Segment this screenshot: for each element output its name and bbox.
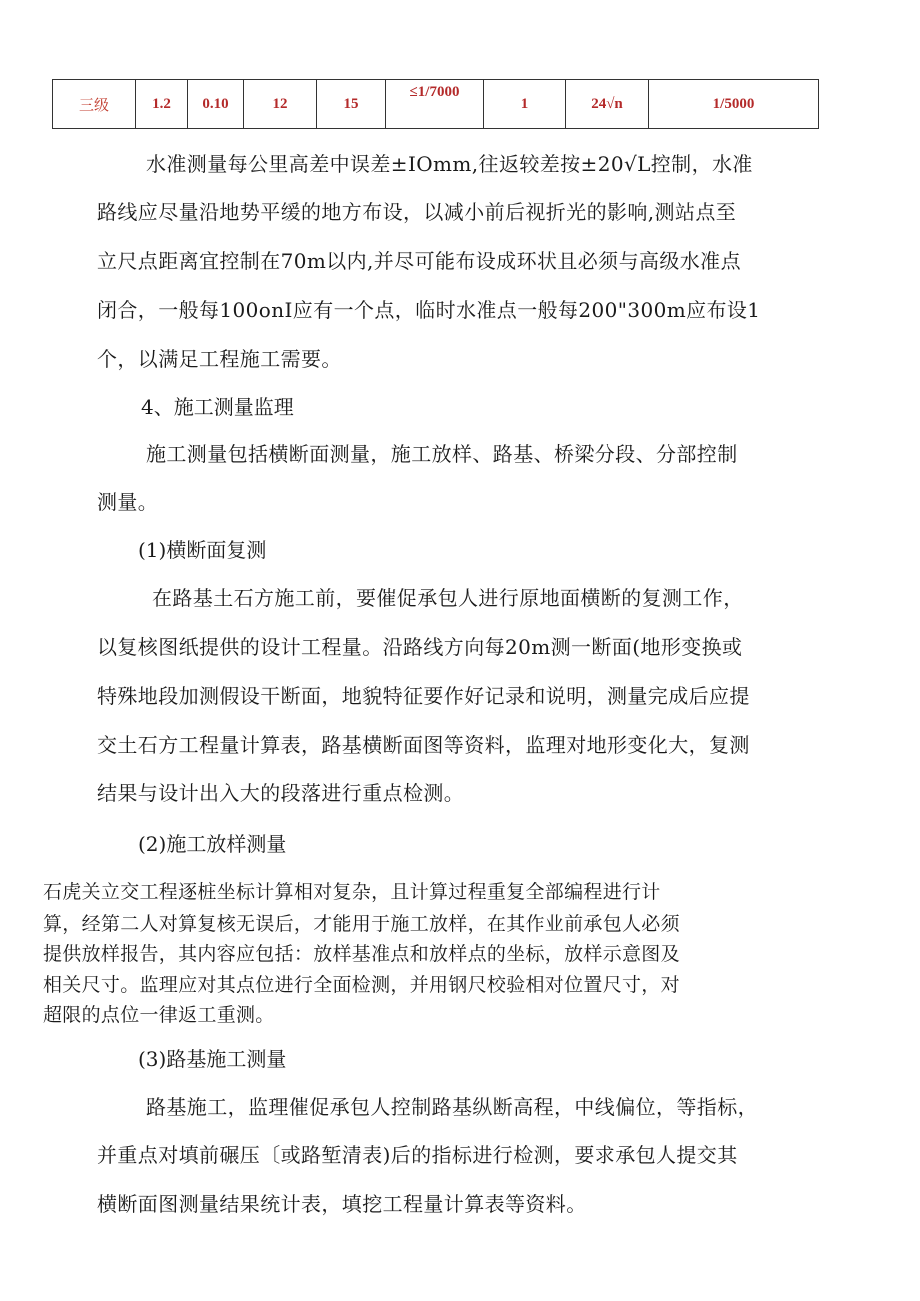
paragraph-line: 超限的点位一律返工重测。 — [43, 1004, 275, 1026]
subsection-heading: (1)横断面复测 — [138, 538, 267, 562]
table-cell: ≤1/7000 — [386, 80, 484, 129]
table-cell: 24√n — [566, 80, 649, 129]
table-cell: 1 — [484, 80, 566, 129]
paragraph-line: 并重点对填前碾压〔或路堑清表)后的指标进行检测，要求承包人提交其 — [97, 1143, 738, 1167]
paragraph-line: 施工测量包括横断面测量，施工放样、路基、桥梁分段、分部控制 — [146, 442, 738, 466]
subsection-heading: (3)路基施工测量 — [138, 1047, 287, 1071]
paragraph-line: 路线应尽量沿地势平缓的地方布设，以减小前后视折光的影响,测站点至 — [97, 200, 737, 224]
paragraph-line: 测量。 — [97, 490, 159, 514]
paragraph-line: 在路基土石方施工前，要催促承包人进行原地面横断的复测工作， — [152, 586, 744, 610]
paragraph-line: 闭合，一般每100onI应有一个点，临时水准点一般每200"300m应布设1 — [97, 298, 761, 322]
table-cell: 1/5000 — [649, 80, 819, 129]
paragraph-line: 交土石方工程量计算表，路基横断面图等资料，监理对地形变化大，复测 — [97, 733, 750, 757]
paragraph-line: 相关尺寸。监理应对其点位进行全面检测，并用钢尺校验相对位置尺寸，对 — [43, 974, 680, 996]
paragraph-line: 石虎关立交工程逐桩坐标计算相对复杂，且计算过程重复全部编程进行计 — [43, 881, 661, 903]
table-cell-grade: 三级 — [53, 80, 136, 129]
table-cell: 15 — [317, 80, 386, 129]
paragraph-line: 个，以满足工程施工需要。 — [97, 347, 342, 371]
table-cell: 0.10 — [188, 80, 244, 129]
accuracy-table — [52, 79, 819, 129]
paragraph-line: 路基施工，监理催促承包人控制路基纵断高程，中线偏位，等指标， — [146, 1095, 758, 1119]
paragraph-line: 水准测量每公里高差中误差±IOmm,往返较差按±20√L控制，水准 — [146, 152, 753, 176]
paragraph-line: 提供放样报告，其内容应包括：放样基准点和放样点的坐标，放样示意图及 — [43, 943, 680, 965]
subsection-heading: (2)施工放样测量 — [138, 832, 287, 856]
paragraph-line: 算，经第二人对算复核无误后，才能用于施工放样，在其作业前承包人必须 — [43, 913, 680, 935]
table-cell: 1.2 — [136, 80, 188, 129]
paragraph-line: 横断面图测量结果统计表，填挖工程量计算表等资料。 — [97, 1192, 587, 1216]
table-row — [53, 80, 819, 129]
paragraph-line: 以复核图纸提供的设计工程量。沿路线方向每20m测一断面(地形变换或 — [97, 635, 743, 659]
section-heading: 4、施工测量监理 — [141, 395, 294, 419]
paragraph-line: 立尺点距离宜控制在70m以内,并尽可能布设成环状且必须与高级水准点 — [97, 249, 741, 273]
paragraph-line: 特殊地段加测假设干断面，地貌特征要作好记录和说明，测量完成后应提 — [97, 684, 750, 708]
table-cell: 12 — [244, 80, 317, 129]
paragraph-line: 结果与设计出入大的段落进行重点检测。 — [97, 781, 465, 805]
